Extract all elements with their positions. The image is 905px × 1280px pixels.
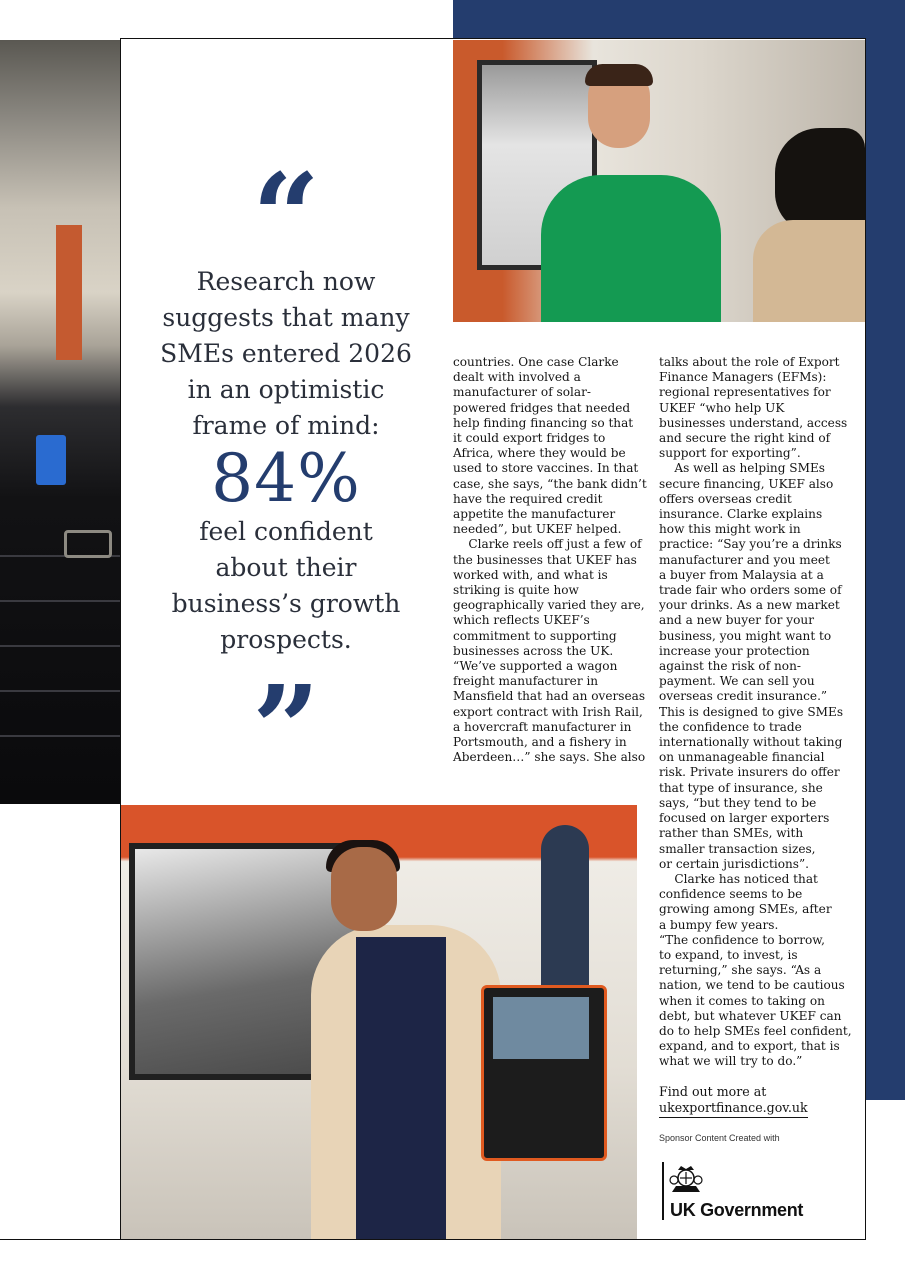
- drawer-line: [0, 735, 120, 737]
- man-shirt: [541, 175, 721, 322]
- close-quote-mark: ”: [252, 659, 320, 798]
- console-screen: [493, 997, 589, 1059]
- blue-can: [36, 435, 66, 485]
- pull-quote-text-after: feel confident about their business’s growth prospects.: [171, 517, 401, 654]
- uk-government-logo: [662, 1162, 812, 1224]
- drawer-line: [0, 645, 120, 647]
- woman-shirt: [356, 937, 446, 1239]
- website-link[interactable]: ukexportfinance.gov.uk: [659, 1100, 808, 1118]
- sponsor-text: Sponsor Content Created with: [659, 1133, 780, 1143]
- factory-photo-left: [0, 40, 120, 804]
- pull-quote: [121, 147, 451, 798]
- woman-hair: [775, 128, 865, 233]
- drawer-line: [0, 690, 120, 692]
- logo-rule: [662, 1162, 664, 1220]
- pull-quote-statistic: 84%: [211, 440, 361, 517]
- toolbox-handle: [64, 530, 112, 558]
- open-quote-mark: “: [252, 147, 320, 286]
- royal-crest-icon: [668, 1164, 704, 1196]
- man-hair: [585, 64, 653, 86]
- orange-machine: [56, 225, 82, 360]
- article-column-1: countries. One case Clarke dealt with involved a manufacturer of solar- powered fridges that needed help finding financing so that it could export fridges to Africa, where they would be used to store vaccines. In that case, she says, “the bank didn’t have the required credit appetite the manufacturer needed”, but UKEF helped. Clarke reels off just a few of the businesses that UKEF has worked with, and what is striking is quite how geographically varied they are, which reflects UKEF’s commitment to supporting businesses across the UK. “We’ve supported a wagon freight manufacturer in Mansfield that had an overseas export contract with Irish Rail, a hovercraft manufacturer in Portsmouth, and a fishery in Aberdeen…” she says. She also: [453, 355, 647, 765]
- woman-head: [331, 847, 397, 931]
- bottom-rule: [0, 1239, 866, 1240]
- photo-woman-pointing: [121, 805, 637, 1239]
- find-out-more: [659, 1084, 808, 1118]
- drawer-line: [0, 600, 120, 602]
- uk-government-wordmark: UK Government: [670, 1200, 804, 1220]
- find-out-label: Find out more at: [659, 1084, 767, 1099]
- article-column-2: talks about the role of Export Finance Managers (EFMs): regional representatives for UKEF “who help UK businesses understand, access and secure the right kind of support for exporting”. As well as helping SMEs secure financing, UKEF also offers overseas credit insurance. Clarke explains how this might work in practice: “Say you’re a drinks manufacturer and you meet a buyer from Malaysia at a trade fair who orders some of your drinks. As a new market and a new buyer for your business, you might want to increase your protection against the risk of non- payment. We can sell you overseas credit insurance.” This is designed to give SMEs the confidence to trade internationally without taking on unmanageable financial risk. Private insurers do offer that type of insurance, she says, “but they tend to be focused on larger exporters rather than SMEs, with smaller transaction sizes, or certain jurisdictions”. Clarke has noticed that confidence seems to be growing among SMEs, after a bumpy few years. “The confidence to borrow, to expand, to invest, is returning,” she says. “As a nation, we tend to be cautious when it comes to taking on debt, but whatever UKEF can do to help SMEs feel confident, expand, and to export, that is what we will try to do.”: [659, 355, 852, 1069]
- woman-back: [753, 220, 865, 322]
- pull-quote-text: Research now suggests that many SMEs entered 2026 in an optimistic frame of mind:: [160, 267, 412, 440]
- photo-man-green-shirt: [453, 40, 865, 322]
